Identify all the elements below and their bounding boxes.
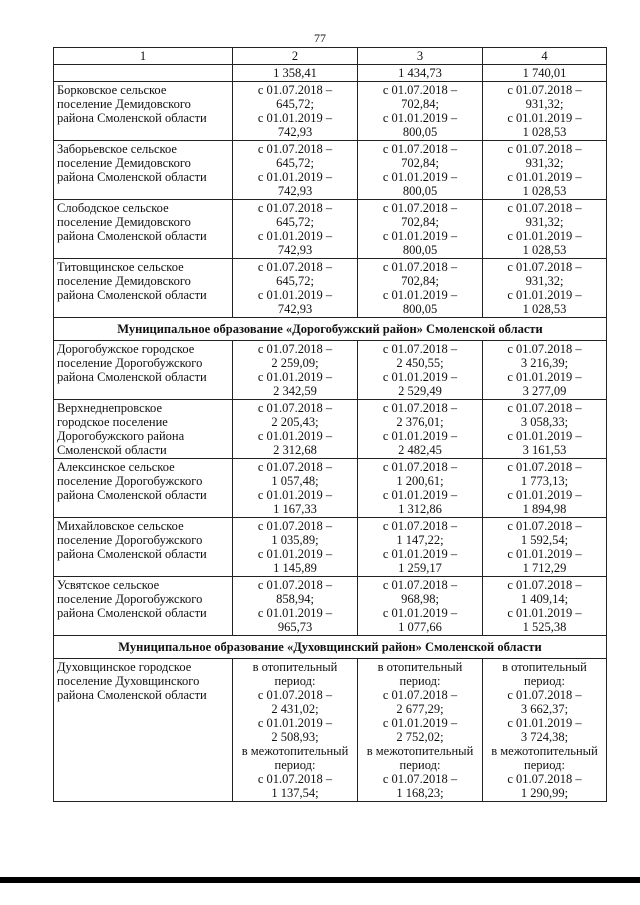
tariff-col-4-line: с 01.01.2019 – [507, 229, 582, 243]
tariff-col-3-line: 2 677,29; [396, 702, 444, 716]
tariff-col-2-line: с 01.01.2019 – [257, 488, 333, 502]
header-cell: 1 [54, 48, 233, 65]
tariff-col-4-line: 1 290,99; [520, 786, 569, 800]
tariff-col-3-line: с 01.07.2018 – [382, 688, 458, 702]
tariff-col-4-line: с 01.01.2019 – [507, 370, 582, 384]
settlement-name [54, 518, 233, 577]
tariff-col-3-line: 1 077,66 [398, 620, 442, 634]
tariff-col-2-line: 742,93 [277, 302, 313, 316]
settlement-name-line: поселение Дорогобужского [57, 474, 203, 488]
tariff-col-4-line: 1 409,14; [520, 592, 569, 606]
tariff-col-3-line: 2 450,55; [396, 356, 444, 370]
settlement-name-line: городское поселение [57, 415, 168, 429]
tariff-col-3-line: с 01.07.2018 – [382, 260, 458, 274]
tariff-col-4 [483, 518, 607, 577]
tariff-col-2-line: с 01.01.2019 – [257, 429, 333, 443]
tariff-col-3 [358, 659, 483, 802]
settlement-name-line: Алексинское сельское [57, 460, 175, 474]
tariff-col-3 [358, 259, 483, 318]
tariff-col-2 [233, 577, 358, 636]
tariff-col-3-line: с 01.07.2018 – [382, 772, 458, 786]
tariff-col-4 [483, 141, 607, 200]
section-heading-row [54, 636, 607, 659]
tariff-col-4-line: 1 028,53 [522, 302, 567, 316]
settlement-name-line: района Смоленской области [57, 688, 207, 702]
tariff-col-4-line: 3 161,53 [522, 443, 567, 457]
tariff-col-4-line: период: [524, 674, 565, 688]
tariff-col-3-line: период: [399, 758, 441, 772]
tariff-col-3-line: с 01.01.2019 – [382, 170, 458, 184]
tariff-col-3-line: 1 312,86 [398, 502, 442, 516]
tariff-table-body [54, 48, 607, 802]
tariff-col-2-line: 2 259,09; [271, 356, 319, 370]
settlement-name [54, 200, 233, 259]
table-row [54, 518, 607, 577]
tariff-col-3-line: с 01.01.2019 – [382, 288, 458, 302]
tariff-col-3-line: 800,05 [402, 302, 438, 316]
settlement-name [54, 400, 233, 459]
table-row [54, 200, 607, 259]
tariff-col-4 [483, 82, 607, 141]
tariff-col-3-line: 702,84; [401, 156, 439, 170]
tariff-col-3 [358, 200, 483, 259]
tariff-col-4 [483, 659, 607, 802]
tariff-col-4-line: 3 277,09 [522, 384, 567, 398]
tariff-table [53, 47, 607, 802]
table-row [54, 659, 607, 802]
tariff-col-3-line: 1 259,17 [398, 561, 442, 575]
table-row [54, 459, 607, 518]
header-cell: 4 [483, 48, 607, 65]
tariff-col-2-line: с 01.07.2018 – [257, 83, 333, 97]
tariff-col-2-line: с 01.07.2018 – [257, 260, 333, 274]
section-heading-row [54, 318, 607, 341]
tariff-col-4-line: с 01.07.2018 – [507, 342, 582, 356]
carry-over-cell: 1 740,01 [483, 65, 607, 82]
table-row [54, 341, 607, 400]
tariff-col-3 [358, 141, 483, 200]
tariff-col-4-line: 931,32; [525, 215, 564, 229]
settlement-name-line: Слободское сельское [57, 201, 169, 215]
tariff-col-2-line: 1 137,54; [271, 786, 319, 800]
tariff-col-4-line: в межотопительный [491, 744, 598, 758]
tariff-col-2 [233, 659, 358, 802]
tariff-col-2-line: 1 167,33 [273, 502, 317, 516]
tariff-col-2 [233, 259, 358, 318]
settlement-name-line: поселение Дорогобужского [57, 533, 203, 547]
tariff-col-2-line: с 01.01.2019 – [257, 288, 333, 302]
header-row [54, 48, 607, 65]
tariff-col-4-line: в отопительный [502, 660, 587, 674]
tariff-col-4-line: 3 058,33; [520, 415, 569, 429]
carry-over-cell [54, 65, 233, 82]
tariff-col-4-line: 1 712,29 [522, 561, 567, 575]
settlement-name [54, 259, 233, 318]
tariff-col-4-line: с 01.07.2018 – [507, 578, 582, 592]
settlement-name-line: поселение Демидовского [57, 274, 191, 288]
tariff-col-3 [358, 82, 483, 141]
tariff-col-2-line: 2 342,59 [273, 384, 317, 398]
tariff-col-4-line: с 01.01.2019 – [507, 288, 582, 302]
tariff-col-3 [358, 577, 483, 636]
settlement-name-line: района Смоленской области [57, 370, 207, 384]
tariff-col-3-line: с 01.01.2019 – [382, 229, 458, 243]
tariff-col-4-line: с 01.07.2018 – [507, 460, 582, 474]
tariff-col-3-line: в отопительный [377, 660, 463, 674]
tariff-col-3-line: 800,05 [402, 243, 438, 257]
settlement-name-line: поселение Дорогобужского [57, 356, 203, 370]
tariff-col-3 [358, 341, 483, 400]
table-row [54, 577, 607, 636]
tariff-col-2-line: с 01.01.2019 – [257, 170, 333, 184]
tariff-col-2-line: с 01.01.2019 – [257, 716, 333, 730]
tariff-col-2-line: с 01.01.2019 – [257, 370, 333, 384]
settlement-name-line: поселение Демидовского [57, 97, 191, 111]
tariff-col-2-line: с 01.07.2018 – [257, 460, 333, 474]
tariff-col-4-line: 1 773,13; [520, 474, 569, 488]
settlement-name-line: поселение Демидовского [57, 156, 191, 170]
settlement-name-line: Борковское сельское [57, 83, 167, 97]
tariff-col-3-line: в межотопительный [366, 744, 474, 758]
tariff-col-3-line: с 01.07.2018 – [382, 578, 458, 592]
tariff-col-2 [233, 141, 358, 200]
settlement-name-line: района Смоленской области [57, 606, 207, 620]
tariff-col-3-line: с 01.01.2019 – [382, 429, 458, 443]
header-cell: 2 [233, 48, 358, 65]
settlement-name-line: Усвятское сельское [57, 578, 160, 592]
settlement-name-line: района Смоленской области [57, 288, 207, 302]
tariff-col-2-line: 742,93 [277, 125, 313, 139]
tariff-col-3-line: 702,84; [401, 215, 439, 229]
tariff-col-4-line: с 01.01.2019 – [507, 547, 582, 561]
section-heading: Муниципальное образование «Дорогобужский район» Смоленской области [54, 318, 607, 341]
tariff-col-2-line: с 01.07.2018 – [257, 519, 333, 533]
tariff-col-3-line: 702,84; [401, 274, 439, 288]
tariff-col-4-line: с 01.01.2019 – [507, 606, 582, 620]
carry-over-cell: 1 358,41 [233, 65, 358, 82]
settlement-name-line: района Смоленской области [57, 111, 207, 125]
settlement-name [54, 141, 233, 200]
tariff-col-2 [233, 82, 358, 141]
tariff-col-4-line: с 01.07.2018 – [507, 83, 582, 97]
tariff-col-4-line: 3 216,39; [520, 356, 569, 370]
tariff-col-4-line: 931,32; [525, 156, 564, 170]
tariff-col-3-line: с 01.07.2018 – [382, 342, 458, 356]
tariff-col-2-line: в отопительный [252, 660, 338, 674]
settlement-name-line: Духовщинское городское [57, 660, 192, 674]
tariff-col-4-line: с 01.07.2018 – [507, 142, 582, 156]
settlement-name-line: Дорогобужское городское [57, 342, 195, 356]
tariff-col-2 [233, 400, 358, 459]
tariff-col-4-line: с 01.01.2019 – [507, 111, 582, 125]
tariff-col-2-line: 2 431,02; [271, 702, 319, 716]
tariff-col-2-line: 645,72; [276, 156, 314, 170]
tariff-col-2-line: с 01.07.2018 – [257, 401, 333, 415]
tariff-col-2-line: 1 145,89 [273, 561, 317, 575]
table-row [54, 259, 607, 318]
settlement-name-line: поселение Демидовского [57, 215, 191, 229]
tariff-col-3-line: 2 752,02; [396, 730, 444, 744]
tariff-col-4-line: с 01.07.2018 – [507, 772, 582, 786]
table-row [54, 400, 607, 459]
tariff-col-3-line: с 01.07.2018 – [382, 142, 458, 156]
tariff-col-2-line: 2 205,43; [271, 415, 319, 429]
tariff-col-4-line: 3 662,37; [520, 702, 569, 716]
settlement-name-line: района Смоленской области [57, 170, 207, 184]
tariff-col-2-line: 742,93 [277, 184, 313, 198]
tariff-col-4-line: период: [524, 758, 565, 772]
tariff-col-3-line: с 01.01.2019 – [382, 488, 458, 502]
tariff-col-2-line: 645,72; [276, 97, 314, 111]
settlement-name-line: Михайловское сельское [57, 519, 184, 533]
tariff-col-4-line: 1 028,53 [522, 243, 567, 257]
tariff-col-2 [233, 518, 358, 577]
tariff-col-2-line: с 01.01.2019 – [257, 229, 333, 243]
carry-over-row [54, 65, 607, 82]
settlement-name-line: Дорогобужского района [57, 429, 185, 443]
tariff-col-4-line: 931,32; [525, 274, 564, 288]
tariff-col-3-line: с 01.07.2018 – [382, 519, 458, 533]
tariff-col-3-line: с 01.07.2018 – [382, 460, 458, 474]
tariff-col-2-line: 742,93 [277, 243, 313, 257]
tariff-col-4-line: 1 525,38 [522, 620, 567, 634]
tariff-col-4-line: с 01.07.2018 – [507, 401, 582, 415]
tariff-col-2-line: с 01.07.2018 – [257, 342, 333, 356]
tariff-col-2-line: 858,94; [276, 592, 314, 606]
tariff-col-4-line: с 01.07.2018 – [507, 201, 582, 215]
settlement-name [54, 459, 233, 518]
tariff-col-4-line: 1 028,53 [522, 125, 567, 139]
tariff-col-2-line: с 01.01.2019 – [257, 547, 333, 561]
settlement-name-line: района Смоленской области [57, 229, 207, 243]
tariff-col-3-line: 1 168,23; [396, 786, 444, 800]
tariff-col-2-line: с 01.07.2018 – [257, 142, 333, 156]
settlement-name [54, 341, 233, 400]
tariff-col-3-line: с 01.07.2018 – [382, 83, 458, 97]
tariff-col-4-line: с 01.07.2018 – [507, 260, 582, 274]
tariff-col-3 [358, 518, 483, 577]
tariff-col-4-line: с 01.07.2018 – [507, 688, 582, 702]
tariff-col-3-line: с 01.01.2019 – [382, 111, 458, 125]
tariff-col-2-line: 1 057,48; [271, 474, 319, 488]
tariff-col-3-line: с 01.01.2019 – [382, 370, 458, 384]
tariff-col-3-line: период: [399, 674, 441, 688]
tariff-col-2-line: 645,72; [276, 274, 314, 288]
table-row [54, 82, 607, 141]
tariff-col-2-line: в межотопительный [241, 744, 349, 758]
tariff-col-4-line: с 01.01.2019 – [507, 170, 582, 184]
settlement-name-line: района Смоленской области [57, 488, 207, 502]
carry-over-cell: 1 434,73 [358, 65, 483, 82]
tariff-col-2-line: с 01.07.2018 – [257, 578, 333, 592]
tariff-col-2-line: 1 035,89; [271, 533, 319, 547]
tariff-col-4 [483, 400, 607, 459]
tariff-col-4 [483, 341, 607, 400]
settlement-name [54, 659, 233, 802]
settlement-name-line: Верхнеднепровское [57, 401, 163, 415]
tariff-col-3 [358, 400, 483, 459]
tariff-col-3-line: 968,98; [401, 592, 439, 606]
tariff-col-2 [233, 459, 358, 518]
tariff-col-4-line: 1 894,98 [522, 502, 567, 516]
bottom-scan-bar [0, 877, 640, 883]
tariff-col-3-line: с 01.01.2019 – [382, 547, 458, 561]
settlement-name-line: Заборьевское сельское [57, 142, 177, 156]
tariff-col-3-line: 800,05 [402, 184, 438, 198]
settlement-name-line: Смоленской области [57, 443, 167, 457]
tariff-col-4-line: с 01.01.2019 – [507, 429, 582, 443]
tariff-col-4-line: 1 028,53 [522, 184, 567, 198]
settlement-name-line: Титовщинское сельское [57, 260, 184, 274]
tariff-col-4-line: с 01.07.2018 – [507, 519, 582, 533]
tariff-col-4 [483, 200, 607, 259]
tariff-col-3-line: с 01.07.2018 – [382, 401, 458, 415]
settlement-name [54, 82, 233, 141]
tariff-col-2 [233, 341, 358, 400]
tariff-col-2-line: с 01.07.2018 – [257, 201, 333, 215]
tariff-col-3 [358, 459, 483, 518]
tariff-col-2-line: период: [274, 758, 316, 772]
settlement-name-line: района Смоленской области [57, 547, 207, 561]
tariff-col-3-line: с 01.01.2019 – [382, 606, 458, 620]
settlement-name [54, 577, 233, 636]
settlement-name-line: поселение Духовщинского [57, 674, 200, 688]
tariff-col-2-line: с 01.01.2019 – [257, 111, 333, 125]
tariff-col-2-line: 2 508,93; [271, 730, 319, 744]
tariff-col-3-line: 2 482,45 [398, 443, 442, 457]
tariff-col-4 [483, 459, 607, 518]
tariff-col-2-line: с 01.07.2018 – [257, 772, 333, 786]
tariff-col-4 [483, 259, 607, 318]
tariff-col-4-line: 3 724,38; [520, 730, 569, 744]
tariff-col-3-line: 1 200,61; [396, 474, 444, 488]
tariff-col-2 [233, 200, 358, 259]
table-row [54, 141, 607, 200]
tariff-col-2-line: период: [274, 674, 316, 688]
tariff-col-4-line: 931,32; [525, 97, 564, 111]
tariff-col-4-line: с 01.01.2019 – [507, 716, 582, 730]
tariff-col-3-line: с 01.01.2019 – [382, 716, 458, 730]
tariff-col-2-line: 965,73 [277, 620, 313, 634]
tariff-col-2-line: с 01.07.2018 – [257, 688, 333, 702]
tariff-col-3-line: 2 376,01; [396, 415, 444, 429]
header-cell: 3 [358, 48, 483, 65]
tariff-col-2-line: с 01.01.2019 – [257, 606, 333, 620]
tariff-col-4-line: с 01.01.2019 – [507, 488, 582, 502]
settlement-name-line: поселение Дорогобужского [57, 592, 203, 606]
section-heading: Муниципальное образование «Духовщинский район» Смоленской области [54, 636, 607, 659]
tariff-col-2-line: 2 312,68 [273, 443, 317, 457]
tariff-col-3-line: с 01.07.2018 – [382, 201, 458, 215]
tariff-col-2-line: 645,72; [276, 215, 314, 229]
tariff-col-4-line: 1 592,54; [520, 533, 569, 547]
tariff-col-3-line: 1 147,22; [396, 533, 444, 547]
page-number: 77 [314, 31, 326, 45]
tariff-col-4 [483, 577, 607, 636]
tariff-col-3-line: 800,05 [402, 125, 438, 139]
tariff-col-3-line: 702,84; [401, 97, 439, 111]
tariff-col-3-line: 2 529,49 [398, 384, 442, 398]
